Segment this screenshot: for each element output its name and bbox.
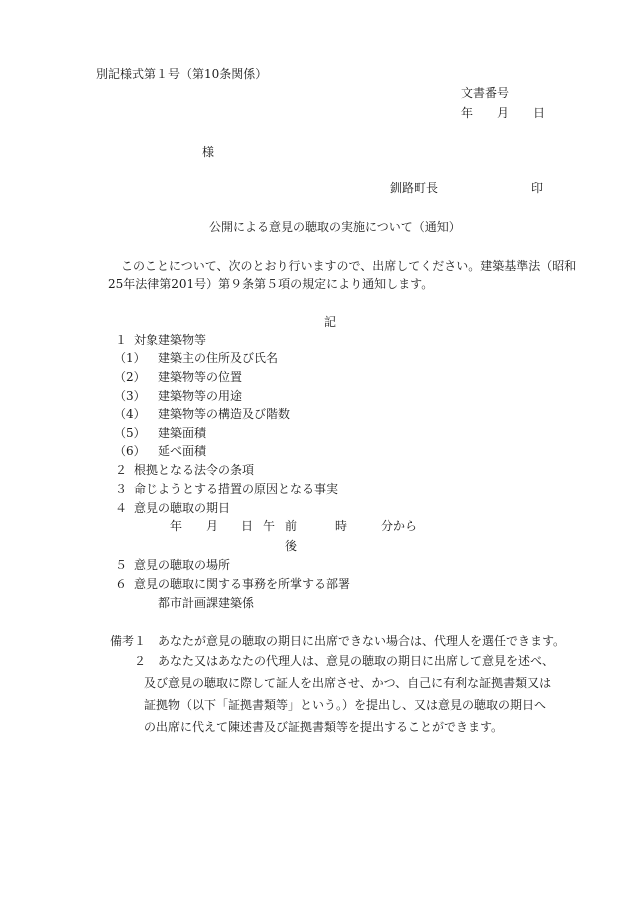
seal-mark: 印	[531, 181, 544, 195]
schedule-day: 日	[241, 519, 254, 533]
sub-item-label: 建築物等の位置	[158, 370, 243, 384]
item-number: ４	[115, 501, 128, 515]
date-year: 年	[461, 106, 474, 120]
sub-item-label: 建築面積	[158, 426, 207, 440]
item-number: ６	[115, 577, 128, 591]
form-label: 別記様式第１号（第10条関係）	[96, 67, 268, 81]
body-line-1: このことについて、次のとおり行いますので、出席してください。建築基準法（昭和	[121, 259, 577, 273]
item-number: ３	[115, 482, 128, 496]
sub-item-number: （1）	[114, 351, 146, 365]
sub-item-number: （5）	[114, 426, 146, 440]
schedule-month: 月	[206, 519, 219, 533]
sub-item-label: 建築物等の構造及び階数	[158, 407, 291, 421]
schedule-am-pm-bottom: 後	[285, 539, 298, 553]
remarks-note-1: あなたが意見の聴取の期日に出席できない場合は、代理人を選任できます。	[158, 634, 566, 648]
sub-item-number: （6）	[114, 444, 146, 458]
item-label: 意見の聴取の場所	[134, 558, 231, 572]
sub-item-number: （3）	[114, 389, 146, 403]
document-title: 公開による意見の聴取の実施について（通知）	[209, 220, 461, 234]
sub-item-label: 延べ面積	[158, 444, 207, 458]
sub-item-label: 建築主の住所及び氏名	[158, 351, 279, 365]
sub-item-number: （2）	[114, 370, 146, 384]
schedule-am-pm-top: 前	[285, 519, 298, 533]
remarks-note-2: あなた又はあなたの代理人は、意見の聴取の期日に出席して意見を述べ、及び意見の聴取に際して証人を出席させ、かつ、自己に有利な証拠書類又は証拠物（以下「証拠書類等」という。）を提出し、又は意見の聴取の期日への出席に代えて陳述書及び証拠書類等を提出することができます。	[144, 654, 555, 734]
sender-name: 釧路町長	[390, 181, 439, 195]
item-label: 意見の聴取の期日	[134, 501, 231, 515]
item-label: 根拠となる法令の条項	[134, 463, 255, 477]
addressee-suffix: 様	[202, 145, 215, 159]
schedule-am: 午	[263, 519, 276, 533]
schedule-year: 年	[170, 519, 183, 533]
body-line-2: 25年法律第201号）第９条第５項の規定により通知します。	[108, 277, 434, 291]
remarks-label: 備考１	[110, 634, 147, 648]
item-number: ２	[115, 463, 128, 477]
item-number: ５	[115, 558, 128, 572]
schedule-hour: 時	[335, 519, 348, 533]
item-number: １	[115, 333, 128, 347]
ki-heading: 記	[324, 315, 337, 329]
item-label: 対象建築物等	[134, 333, 207, 347]
sub-item-label: 建築物等の用途	[158, 389, 243, 403]
date-month: 月	[497, 106, 510, 120]
department-name: 都市計画課建築係	[158, 596, 255, 610]
sub-item-number: （4）	[114, 407, 146, 421]
date-day: 日	[533, 106, 546, 120]
document-number-label: 文書番号	[461, 86, 510, 100]
item-label: 意見の聴取に関する事務を所掌する部署	[134, 577, 351, 591]
schedule-minute-from: 分から	[381, 519, 418, 533]
remarks-note-2-number: ２	[134, 654, 147, 668]
item-label: 命じようとする措置の原因となる事実	[134, 482, 339, 496]
